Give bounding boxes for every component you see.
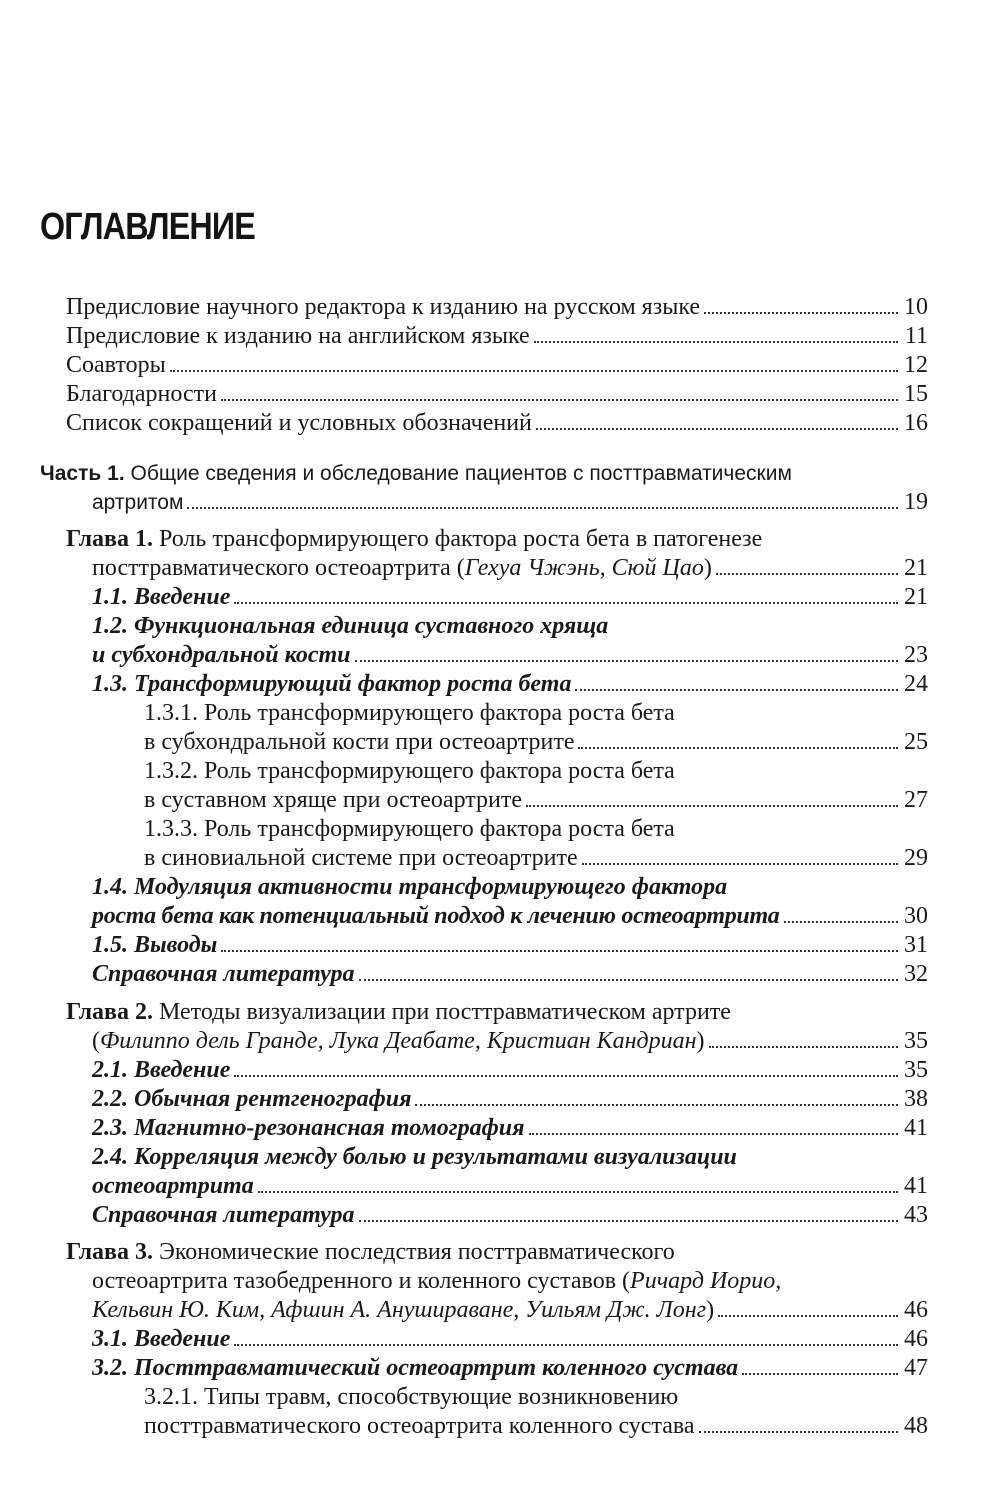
page-number: 30 <box>904 903 928 929</box>
page-number: 21 <box>904 555 928 581</box>
page-number: 41 <box>904 1173 928 1199</box>
subsection-1-3-3-line1[interactable]: 1.3.3. Роль трансформирующего фактора роста бета <box>144 816 675 842</box>
toc-entry-1-1[interactable] <box>92 583 928 612</box>
dot-leader <box>536 428 898 430</box>
page-number: 43 <box>904 1202 928 1228</box>
subsection-3-2-1-line1[interactable]: 3.2.1. Типы травм, способствующие возникновению <box>144 1384 679 1410</box>
toc-entry-acknowledgements[interactable] <box>66 380 928 409</box>
dot-leader <box>742 1373 898 1375</box>
section-title: 2.1. Введение <box>92 1057 231 1083</box>
dot-leader <box>359 1220 899 1222</box>
chapter-authors: Ричард Иорио, <box>630 1268 782 1294</box>
chapter-title-line2: (Филиппо дель Гранде, Лука Деабате, Кристиан Кандриан) <box>92 1028 705 1054</box>
entry-title: Список сокращений и условных обозначений <box>66 410 532 436</box>
section-title: 1.3. Трансформирующий фактор роста бета <box>92 671 572 697</box>
toc-entry-abbreviations[interactable] <box>66 409 928 438</box>
entry-title: Благодарности <box>66 381 217 407</box>
section-title: 1.5. Выводы <box>92 932 218 958</box>
section-1-2-line1[interactable]: 1.2. Функциональная единица суставного хряща <box>92 613 609 639</box>
part-title-line1: Общие сведения и обследование пациентов с посттравматическим <box>130 462 792 485</box>
toc-entry-ch1-references[interactable] <box>92 960 928 989</box>
section-title: Справочная литература <box>92 961 355 987</box>
toc-entry-part-1[interactable] <box>92 488 928 517</box>
toc-entry-3-2[interactable] <box>92 1354 928 1383</box>
dot-leader <box>699 1431 898 1433</box>
toc-entry-preface-ru[interactable] <box>66 293 928 322</box>
section-title: 2.2. Обычная рентгенография <box>92 1086 412 1112</box>
entry-title: Соавторы <box>66 352 166 378</box>
chapter-authors: Кельвин Ю. Ким, Афшин А. Анушираване, Уильям Дж. Лонг <box>92 1297 707 1323</box>
page-number: 47 <box>904 1355 928 1381</box>
page-number: 19 <box>904 489 928 515</box>
toc-entry-chapter-1[interactable] <box>92 554 928 583</box>
toc-entry-2-1[interactable] <box>92 1056 928 1085</box>
subsection-title-line2: в субхондральной кости при остеоартрите <box>144 729 575 755</box>
page-number: 15 <box>904 381 928 407</box>
page-number: 46 <box>904 1326 928 1352</box>
dot-leader <box>784 921 898 923</box>
toc-entry-2-4[interactable] <box>92 1172 928 1201</box>
toc-entry-chapter-3[interactable] <box>92 1296 928 1325</box>
section-title: 2.3. Магнитно-резонансная томография <box>92 1115 525 1141</box>
page-number: 32 <box>904 961 928 987</box>
dot-leader <box>258 1191 898 1193</box>
toc-entry-2-3[interactable] <box>92 1114 928 1143</box>
toc-entry-3-1[interactable] <box>92 1325 928 1354</box>
subsection-title-line2: в суставном хряще при остеоартрите <box>144 787 523 813</box>
subsection-1-3-1-line1[interactable]: 1.3.1. Роль трансформирующего фактора роста бета <box>144 700 675 726</box>
section-title-line2: и субхондральной кости <box>92 642 351 668</box>
entry-title: Предисловие научного редактора к изданию на русском языке <box>66 294 701 320</box>
toc-entry-preface-en[interactable] <box>66 322 928 351</box>
page-number: 35 <box>904 1028 928 1054</box>
page-number: 38 <box>904 1086 928 1112</box>
chapter-title-line2: посттравматического остеоартрита (Гехуа Чжэнь, Сюй Цао) <box>92 555 712 581</box>
dot-leader <box>234 1075 898 1077</box>
page-number: 11 <box>904 323 928 349</box>
section-title: 3.2. Посттравматический остеоартрит коленного сустава <box>92 1355 739 1381</box>
entry-title: Предисловие к изданию на английском языке <box>66 323 530 349</box>
toc-entry-ch2-references[interactable] <box>92 1201 928 1230</box>
section-title: 1.1. Введение <box>92 584 231 610</box>
toc-entry-1-3-2[interactable] <box>144 786 928 815</box>
dot-leader <box>582 863 898 865</box>
dot-leader <box>534 341 898 343</box>
section-title-line2: роста бета как потенциальный подход к лечению остеоартрита <box>92 903 780 929</box>
chapter-label: Глава 1. <box>66 526 153 552</box>
dot-leader <box>355 660 899 662</box>
page-number: 48 <box>904 1413 928 1439</box>
dot-leader <box>529 1133 898 1135</box>
dot-leader <box>221 950 898 952</box>
toc-entry-3-2-1[interactable] <box>144 1412 928 1441</box>
chapter-title-line1: Роль трансформирующего фактора роста бета в патогенезе <box>159 526 763 552</box>
part-title-line2: артритом <box>92 491 184 514</box>
dot-leader <box>704 312 898 314</box>
subsection-title-line2: в синовиальной системе при остеоартрите <box>144 845 578 871</box>
page-number: 24 <box>904 671 928 697</box>
page-number: 27 <box>904 787 928 813</box>
page-number: 41 <box>904 1115 928 1141</box>
page-number: 10 <box>904 294 928 320</box>
page-number: 21 <box>904 584 928 610</box>
toc-entry-1-3-1[interactable] <box>144 728 928 757</box>
page-number: 35 <box>904 1057 928 1083</box>
toc-entry-1-3-3[interactable] <box>144 844 928 873</box>
chapter-label: Глава 2. <box>66 999 153 1025</box>
section-title-line2: остеоартрита <box>92 1173 254 1199</box>
page-number: 23 <box>904 642 928 668</box>
dot-leader <box>578 747 898 749</box>
page-number: 29 <box>904 845 928 871</box>
subsection-1-3-2-line1[interactable]: 1.3.2. Роль трансформирующего фактора роста бета <box>144 758 675 784</box>
toc-entry-chapter-2[interactable] <box>92 1027 928 1056</box>
chapter-authors: Филиппо дель Гранде, Лука Деабате, Кристиан Кандриан <box>100 1028 697 1054</box>
part-1-heading[interactable] <box>40 459 792 488</box>
dot-leader <box>716 573 898 575</box>
subsection-title-line2: посттравматического остеоартрита коленного сустава <box>144 1413 695 1439</box>
chapter-authors: Гехуа Чжэнь, Сюй Цао <box>464 555 704 581</box>
chapter-title-line1: Экономические последствия посттравматического <box>159 1239 675 1265</box>
page-number: 12 <box>904 352 928 378</box>
chapter-1-heading[interactable] <box>66 525 762 554</box>
page-number: 31 <box>904 932 928 958</box>
toc-entry-2-2[interactable] <box>92 1085 928 1114</box>
page-title: ОГЛАВЛЕНИЕ <box>40 206 255 248</box>
page-number: 25 <box>904 729 928 755</box>
toc-entry-coauthors[interactable] <box>66 351 928 380</box>
dot-leader <box>718 1315 898 1317</box>
page-number: 16 <box>904 410 928 436</box>
dot-leader <box>170 370 898 372</box>
chapter-title-line1: Методы визуализации при посттравматическом артрите <box>159 999 731 1025</box>
page-number: 46 <box>904 1297 928 1323</box>
chapter-3-heading[interactable] <box>66 1238 675 1267</box>
chapter-label: Глава 3. <box>66 1239 153 1265</box>
toc-entry-1-3[interactable] <box>92 670 928 699</box>
dot-leader <box>187 507 898 509</box>
section-title: Справочная литература <box>92 1202 355 1228</box>
dot-leader <box>415 1104 898 1106</box>
section-title: 3.1. Введение <box>92 1326 231 1352</box>
dot-leader <box>234 602 898 604</box>
toc-entry-1-2[interactable] <box>92 641 928 670</box>
dot-leader <box>526 805 898 807</box>
chapter-title-line3: Кельвин Ю. Ким, Афшин А. Анушираване, Уильям Дж. Лонг) <box>92 1297 715 1323</box>
section-2-4-line1[interactable]: 2.4. Корреляция между болью и результатами визуализации <box>92 1144 737 1170</box>
dot-leader <box>221 399 898 401</box>
toc-entry-1-5[interactable] <box>92 931 928 960</box>
dot-leader <box>234 1344 898 1346</box>
dot-leader <box>359 979 899 981</box>
toc-entry-1-4[interactable] <box>92 902 928 931</box>
chapter-2-heading[interactable] <box>66 998 731 1027</box>
dot-leader <box>575 689 898 691</box>
part-label: Часть 1. <box>40 462 125 485</box>
dot-leader <box>709 1046 898 1048</box>
chapter-3-line2[interactable]: остеоартрита тазобедренного и коленного суставов (Ричард Иорио, <box>92 1268 782 1294</box>
section-1-4-line1[interactable]: 1.4. Модуляция активности трансформирующего фактора <box>92 874 728 900</box>
